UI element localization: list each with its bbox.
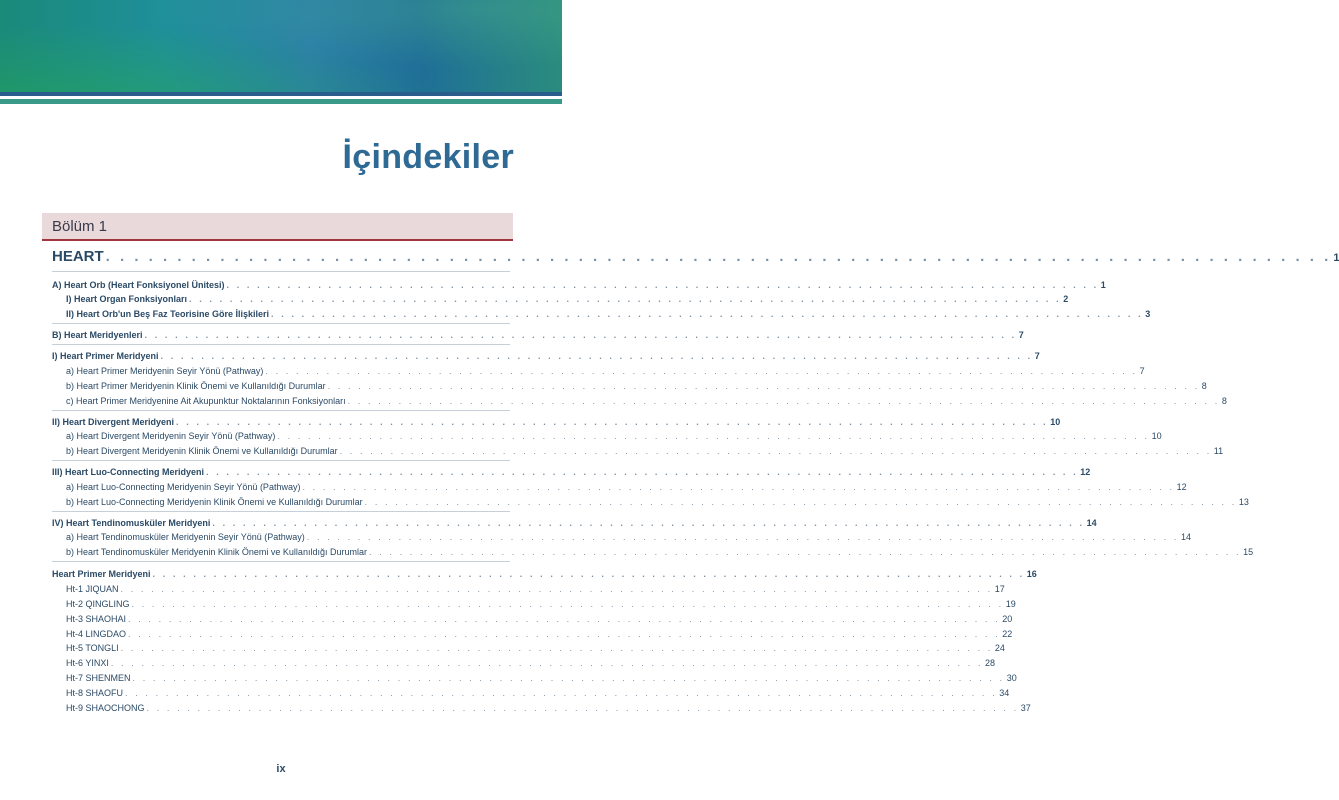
toc-entry-page: 14 [1086,518,1097,528]
toc-leader: . . . . . . . . . . . . . . . . . . . . . . . . . . . . . . . . . . . . . . . . . . . . . . . . . . . . . . . . . . . . . . . . . . . . . . . . . . . . . . . . . . . . . . [160,351,1033,361]
toc-entry-page: 11 [1213,446,1224,456]
header-stripe-lower [0,99,562,104]
toc-entry-heart[interactable] [52,247,1339,267]
toc-entry[interactable] [66,671,1017,685]
toc-leader: . . . . . . . . . . . . . . . . . . . . . . . . . . . . . . . . . . . . . . . . . . . . . . . . . . . . . . . . . . . . . . . . . . . . . . . . . . . . . . . . . . . . . . [302,482,1175,492]
toc-entry-page: 37 [1020,703,1031,713]
toc-leader: . . . . . . . . . . . . . . . . . . . . . . . . . . . . . . . . . . . . . . . . . . . . . . . . . . . . . . . . . . . . . . . . . . . . . . . . . . . . . . . . . . . . . . [120,643,993,653]
toc-leader: . . . . . . . . . . . . . . . . . . . . . . . . . . . . . . . . . . . . . . . . . . . . . . . . . . . . . . . . . . . . . . . . . . . . . . . . . . . . . . . . . . . . . . [146,703,1019,713]
section-divider [52,344,510,345]
toc-entry-page: 7 [1018,330,1024,340]
toc-entry-label: Ht-8 SHAOFU [66,688,124,698]
toc-entry-page: 7 [1139,366,1145,376]
toc-leader: . . . . . . . . . . . . . . . . . . . . . . . . . . . . . . . . . . . . . . . . . . . . . . . . . . . . . . . . . . . . . . . . . . . . . . . . . . . . . . . . . . . . . . [226,280,1099,290]
toc-leader: . . . . . . . . . . . . . . . . . . . . . . . . . . . . . . . . . . . . . . . . . . . . . . . . . . . . . . . . . . . . . . . . . . . . . . . . . . . . . . . . . . . . . . [105,248,1332,265]
toc-entry-page: 15 [1243,547,1254,557]
toc-entry-label: B) Heart Meridyenleri [52,330,143,340]
toc-leader: . . . . . . . . . . . . . . . . . . . . . . . . . . . . . . . . . . . . . . . . . . . . . . . . . . . . . . . . . . . . . . . . . . . . . . . . . . . . . . . . . . . . . . [128,629,1001,639]
toc-entry-label: I) Heart Primer Meridyeni [52,351,159,361]
header-banner [0,0,562,92]
toc-entry[interactable] [66,495,1249,509]
section-divider [52,323,510,324]
toc-leader: . . . . . . . . . . . . . . . . . . . . . . . . . . . . . . . . . . . . . . . . . . . . . . . . . . . . . . . . . . . . . . . . . . . . . . . . . . . . . . . . . . . . . . [120,584,993,594]
toc-entry[interactable] [66,686,1010,700]
section-divider [52,410,510,411]
toc-entry-page: 22 [1002,629,1013,639]
toc-entry[interactable] [52,328,1024,342]
toc-entry[interactable] [66,627,1013,641]
toc-entry[interactable] [66,597,1016,611]
toc-leader: . . . . . . . . . . . . . . . . . . . . . . . . . . . . . . . . . . . . . . . . . . . . . . . . . . . . . . . . . . . . . . . . . . . . . . . . . . . . . . . . . . . . . . [364,497,1237,507]
toc-entry-page: 13 [1238,497,1249,507]
toc-entry[interactable] [66,582,1005,596]
toc-entry[interactable] [66,444,1224,458]
toc-entry-label: I) Heart Organ Fonksiyonları [66,294,188,304]
toc-entry-page: 20 [1002,614,1013,624]
toc-leader: . . . . . . . . . . . . . . . . . . . . . . . . . . . . . . . . . . . . . . . . . . . . . . . . . . . . . . . . . . . . . . . . . . . . . . . . . . . . . . . . . . . . . . [271,309,1144,319]
toc-entry[interactable] [66,292,1069,306]
toc-leader: . . . . . . . . . . . . . . . . . . . . . . . . . . . . . . . . . . . . . . . . . . . . . . . . . . . . . . . . . . . . . . . . . . . . . . . . . . . . . . . . . . . . . . [128,614,1001,624]
toc-entry-label: Ht-9 SHAOCHONG [66,703,145,713]
toc-entry-label: a) Heart Divergent Meridyenin Seyir Yönü (Pathway) [66,431,276,441]
toc-entry-page: 19 [1005,599,1016,609]
toc-leader: . . . . . . . . . . . . . . . . . . . . . . . . . . . . . . . . . . . . . . . . . . . . . . . . . . . . . . . . . . . . . . . . . . . . . . . . . . . . . . . . . . . . . . [212,518,1085,528]
toc-entry-label: Ht-2 QINGLING [66,599,130,609]
section-divider [52,561,510,562]
toc-leader: . . . . . . . . . . . . . . . . . . . . . . . . . . . . . . . . . . . . . . . . . . . . . . . . . . . . . . . . . . . . . . . . . . . . . . . . . . . . . . . . . . . . . . [144,330,1017,340]
toc-entry-page: 10 [1050,417,1061,427]
toc-entry-page: 7 [1034,351,1040,361]
toc-entry-page: 8 [1221,396,1227,406]
toc-entry[interactable] [66,307,1151,321]
toc-leader: . . . . . . . . . . . . . . . . . . . . . . . . . . . . . . . . . . . . . . . . . . . . . . . . . . . . . . . . . . . . . . . . . . . . . . . . . . . . . . . . . . . . . . [265,366,1138,376]
part-rule [42,239,513,241]
toc-entry-page: 1 [1333,252,1339,264]
toc-entry-page: 10 [1151,431,1162,441]
toc-leader: . . . . . . . . . . . . . . . . . . . . . . . . . . . . . . . . . . . . . . . . . . . . . . . . . . . . . . . . . . . . . . . . . . . . . . . . . . . . . . . . . . . . . . [131,599,1004,609]
toc-entry-label: Ht-4 LINGDAO [66,629,127,639]
toc-entry[interactable] [66,641,1005,655]
toc-leader: . . . . . . . . . . . . . . . . . . . . . . . . . . . . . . . . . . . . . . . . . . . . . . . . . . . . . . . . . . . . . . . . . . . . . . . . . . . . . . . . . . . . . . [347,396,1220,406]
toc-entry-page: 16 [1026,569,1037,579]
toc-entry[interactable] [52,567,1037,581]
toc-entry-label: b) Heart Tendinomusküler Meridyenin Klinik Önemi ve Kullanıldığı Durumlar [66,547,367,557]
toc-entry-page: 14 [1180,532,1191,542]
toc-leader: . . . . . . . . . . . . . . . . . . . . . . . . . . . . . . . . . . . . . . . . . . . . . . . . . . . . . . . . . . . . . . . . . . . . . . . . . . . . . . . . . . . . . . [125,688,998,698]
toc-leader: . . . . . . . . . . . . . . . . . . . . . . . . . . . . . . . . . . . . . . . . . . . . . . . . . . . . . . . . . . . . . . . . . . . . . . . . . . . . . . . . . . . . . . [368,547,1242,557]
toc-leader: . . . . . . . . . . . . . . . . . . . . . . . . . . . . . . . . . . . . . . . . . . . . . . . . . . . . . . . . . . . . . . . . . . . . . . . . . . . . . . . . . . . . . . [176,417,1049,427]
toc-leader: . . . . . . . . . . . . . . . . . . . . . . . . . . . . . . . . . . . . . . . . . . . . . . . . . . . . . . . . . . . . . . . . . . . . . . . . . . . . . . . . . . . . . . [189,294,1062,304]
toc-entry[interactable] [52,516,1097,530]
toc-entry-page: 12 [1176,482,1187,492]
toc-entry-page: 17 [994,584,1005,594]
toc-leader: . . . . . . . . . . . . . . . . . . . . . . . . . . . . . . . . . . . . . . . . . . . . . . . . . . . . . . . . . . . . . . . . . . . . . . . . . . . . . . . . . . . . . . [206,467,1079,477]
section-divider [52,460,510,461]
toc-entry[interactable] [66,480,1187,494]
toc-entry-label: Ht-7 SHENMEN [66,673,131,683]
toc-entry[interactable] [66,612,1013,626]
toc-entry-label: Ht-3 SHAOHAI [66,614,127,624]
toc-entry-label: a) Heart Tendinomusküler Meridyenin Seyir Yönü (Pathway) [66,532,305,542]
toc-entry[interactable] [52,278,1106,292]
toc-entry[interactable] [66,656,996,670]
toc-entry-page: 24 [994,643,1005,653]
toc-leader: . . . . . . . . . . . . . . . . . . . . . . . . . . . . . . . . . . . . . . . . . . . . . . . . . . . . . . . . . . . . . . . . . . . . . . . . . . . . . . . . . . . . . . [132,673,1005,683]
page-title: İçindekiler [342,138,514,176]
toc-entry[interactable] [52,349,1040,363]
toc-entry-label: III) Heart Luo-Connecting Meridyeni [52,467,205,477]
toc-entry-label: a) Heart Primer Meridyenin Seyir Yönü (Pathway) [66,366,264,376]
toc-entry-page: 28 [985,658,996,668]
toc-entry[interactable] [52,465,1091,479]
toc-entry-label: b) Heart Primer Meridyenin Klinik Önemi ve Kullanıldığı Durumlar [66,381,326,391]
toc-entry[interactable] [66,701,1031,715]
toc-leader: . . . . . . . . . . . . . . . . . . . . . . . . . . . . . . . . . . . . . . . . . . . . . . . . . . . . . . . . . . . . . . . . . . . . . . . . . . . . . . . . . . . . . . [277,431,1150,441]
toc-leader: . . . . . . . . . . . . . . . . . . . . . . . . . . . . . . . . . . . . . . . . . . . . . . . . . . . . . . . . . . . . . . . . . . . . . . . . . . . . . . . . . . . . . . [110,658,984,668]
toc-entry-label: HEART [52,248,104,265]
toc-entry-label: Heart Primer Meridyeni [52,569,151,579]
page-number: ix [276,763,286,775]
toc-entry-label: b) Heart Divergent Meridyenin Klinik Önemi ve Kullanıldığı Durumlar [66,446,338,456]
part-header [42,213,513,239]
part-label: Bölüm 1 [52,218,108,235]
toc-entry-label: Ht-5 TONGLI [66,643,119,653]
toc-entry-page: 12 [1080,467,1091,477]
toc-leader: . . . . . . . . . . . . . . . . . . . . . . . . . . . . . . . . . . . . . . . . . . . . . . . . . . . . . . . . . . . . . . . . . . . . . . . . . . . . . . . . . . . . . . [306,532,1179,542]
toc-entry-label: II) Heart Orb'un Beş Faz Teorisine Göre İlişkileri [66,309,270,319]
toc-entry-page: 3 [1145,309,1151,319]
section-divider [52,271,510,272]
toc-entry[interactable] [66,394,1227,408]
toc-entry-label: IV) Heart Tendinomusküler Meridyeni [52,518,211,528]
toc-entry-page: 1 [1100,280,1106,290]
toc-entry-page: 2 [1063,294,1069,304]
toc-entry-page: 8 [1201,381,1207,391]
toc-entry-page: 34 [999,688,1010,698]
toc-entry-label: a) Heart Luo-Connecting Meridyenin Seyir Yönü (Pathway) [66,482,301,492]
toc-entry[interactable] [52,415,1061,429]
toc-leader: . . . . . . . . . . . . . . . . . . . . . . . . . . . . . . . . . . . . . . . . . . . . . . . . . . . . . . . . . . . . . . . . . . . . . . . . . . . . . . . . . . . . . . [327,381,1200,391]
toc-entry[interactable] [66,364,1145,378]
toc-leader: . . . . . . . . . . . . . . . . . . . . . . . . . . . . . . . . . . . . . . . . . . . . . . . . . . . . . . . . . . . . . . . . . . . . . . . . . . . . . . . . . . . . . . [152,569,1025,579]
toc-entry-page: 30 [1006,673,1017,683]
toc-leader: . . . . . . . . . . . . . . . . . . . . . . . . . . . . . . . . . . . . . . . . . . . . . . . . . . . . . . . . . . . . . . . . . . . . . . . . . . . . . . . . . . . . . . [339,446,1212,456]
toc-entry-label: b) Heart Luo-Connecting Meridyenin Klinik Önemi ve Kullanıldığı Durumlar [66,497,363,507]
toc-entry[interactable] [66,545,1254,559]
toc-entry-label: II) Heart Divergent Meridyeni [52,417,175,427]
section-divider [52,511,510,512]
toc-entry[interactable] [66,530,1191,544]
toc-entry-label: c) Heart Primer Meridyenine Ait Akupunktur Noktalarının Fonksiyonları [66,396,346,406]
toc-entry-label: Ht-1 JIQUAN [66,584,119,594]
toc-entry[interactable] [66,429,1162,443]
toc-entry-label: Ht-6 YINXI [66,658,109,668]
toc-entry[interactable] [66,379,1207,393]
toc-entry-label: A) Heart Orb (Heart Fonksiyonel Ünitesi) [52,280,225,290]
